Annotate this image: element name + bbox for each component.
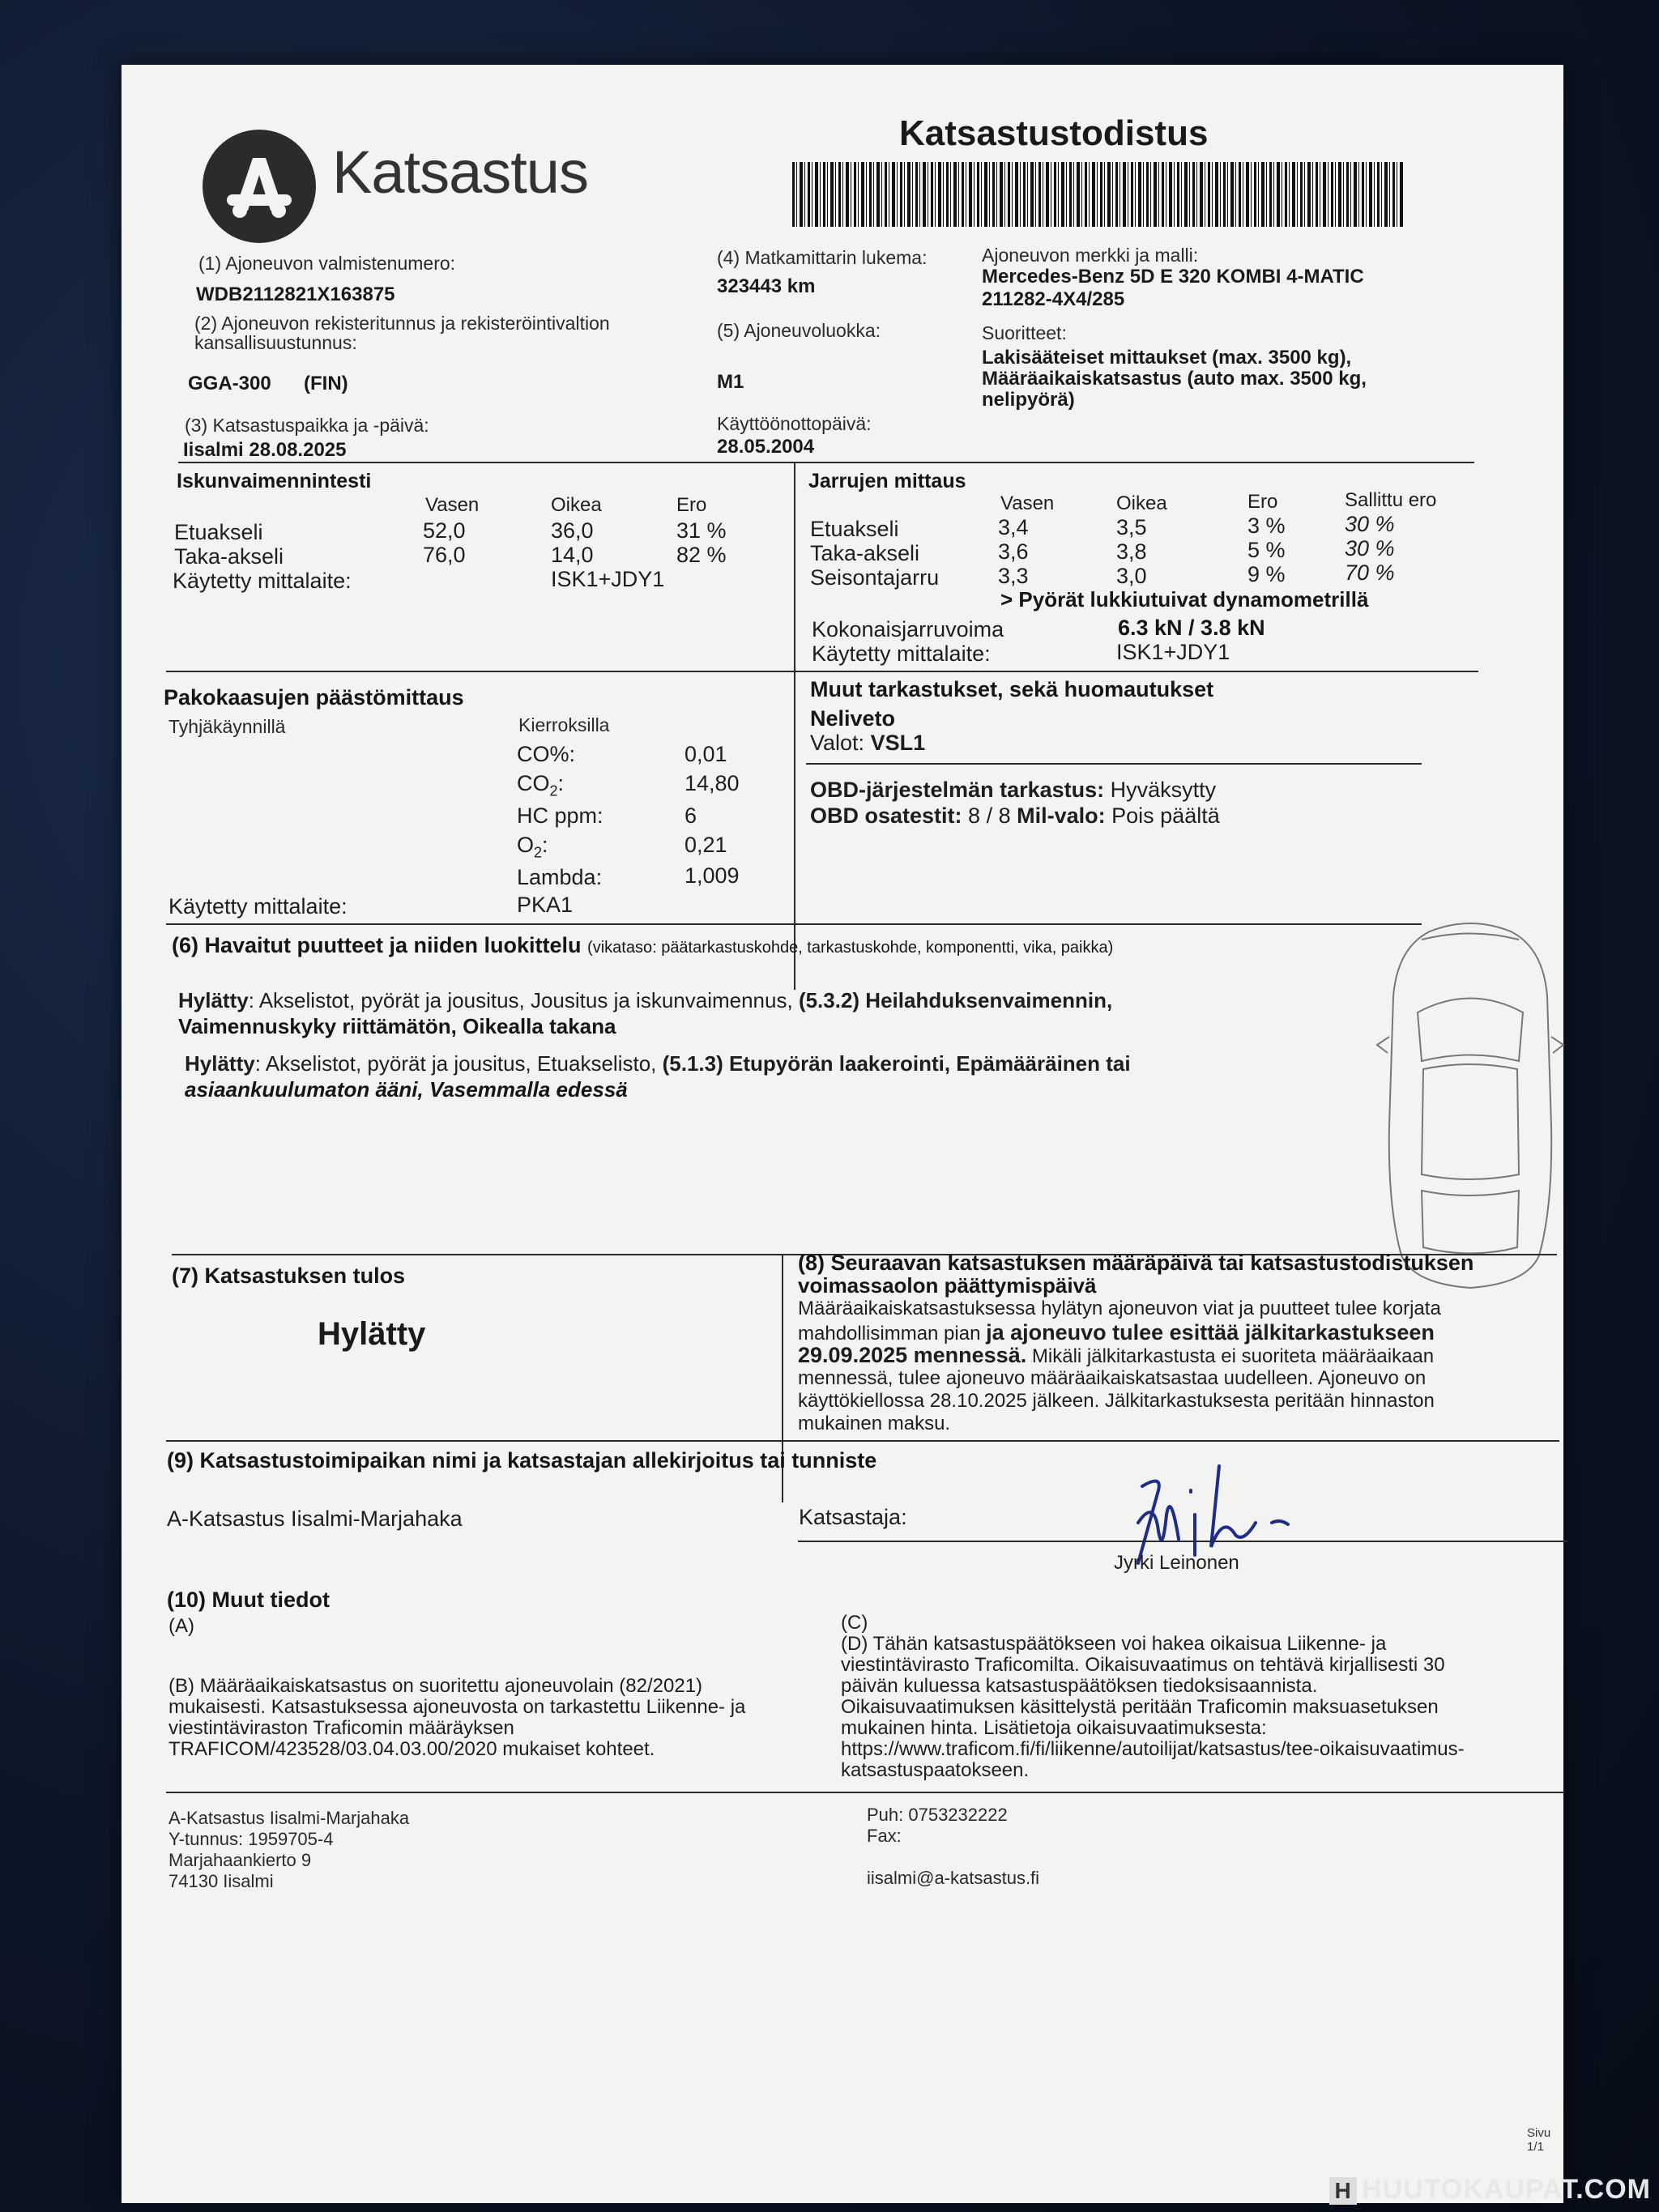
class-label: (5) Ajoneuvoluokka: — [717, 320, 881, 341]
brakes-row-front: Etuakseli — [810, 517, 899, 541]
place-value: Iisalmi 28.08.2025 — [183, 439, 347, 461]
result-title: (7) Katsastuksen tulos — [172, 1264, 406, 1288]
divider-footer — [166, 1792, 1563, 1793]
emission-device: PKA1 — [517, 893, 574, 917]
o2-value: 0,21 — [684, 833, 727, 857]
watermark-logo-icon: H — [1329, 2177, 1357, 2205]
brakes-front-right: 3,5 — [1116, 515, 1147, 539]
misc-d-7: katsastuspaatokseen. — [841, 1759, 1030, 1781]
brakes-total: 6.3 kN / 3.8 kN — [1118, 616, 1265, 640]
document-title: Katsastustodistus — [899, 113, 1209, 153]
reg-country: (FIN) — [304, 373, 348, 394]
shock-front-diff: 31 % — [676, 518, 727, 543]
brakes-device-label: Käytetty mittalaite: — [812, 641, 991, 666]
station-name: A-Katsastus Iisalmi-Marjahaka — [167, 1507, 463, 1531]
shock-row-front: Etuakseli — [174, 520, 263, 544]
shock-front-left: 52,0 — [423, 518, 466, 543]
divider-measurements — [166, 671, 1478, 672]
misc-d-3: päivän kuluessa katsastuspäätöksen tiedoksisaannista. — [841, 1675, 1318, 1697]
emission-title: Pakokaasujen päästömittaus — [164, 685, 464, 710]
brakes-parking-diff: 9 % — [1247, 562, 1286, 586]
shock-rear-diff: 82 % — [676, 543, 727, 567]
obd-parts: OBD osatestit: 8 / 8 Mil-valo: Pois päältä — [810, 803, 1220, 828]
shock-row-rear: Taka-akseli — [174, 544, 284, 569]
brakes-device: ISK1+JDY1 — [1116, 640, 1230, 664]
signature-line — [798, 1541, 1567, 1542]
brakes-front-left: 3,4 — [998, 515, 1029, 539]
brakes-rear-left: 3,6 — [998, 539, 1029, 564]
misc-d-2: viestintävirasto Traficomilta. Oikaisuvaatimus on tehtävä kirjallisesti 30 — [841, 1654, 1445, 1676]
lambda-label: Lambda: — [517, 865, 603, 889]
misc-c: (C) — [841, 1612, 868, 1634]
misc-d-4: Oikaisuvaatimuksen käsittelystä peritään Traficomin maksuasetuksen — [841, 1696, 1439, 1718]
brakes-note: > Pyörät lukkiutuivat dynamometrillä — [1000, 587, 1369, 612]
brakes-row-rear: Taka-akseli — [810, 541, 920, 565]
footer-business-id: Y-tunnus: 1959705-4 — [168, 1829, 334, 1849]
reg-label-2: kansallisuustunnus: — [194, 332, 357, 353]
performed-line2: Määräaikaiskatsastus (auto max. 3500 kg, — [982, 368, 1367, 390]
obd-check: OBD-järjestelmän tarkastus: Hyväksytty — [810, 778, 1217, 802]
shock-title: Iskunvaimennintesti — [177, 470, 372, 492]
co2-value: 14,80 — [684, 771, 740, 795]
divider-vehicle — [178, 462, 1474, 463]
brakes-parking-left: 3,3 — [998, 564, 1029, 588]
defects-title: (6) Havaitut puutteet ja niiden luokittelu (vikataso: päätarkastuskohde, tarkastuskohde, komponentti, vika, paikka) — [172, 933, 1114, 957]
footer-company: A-Katsastus Iisalmi-Marjahaka — [168, 1808, 410, 1828]
misc-b-2: mukaisesti. Katsastuksessa ajoneuvosta on tarkastettu Liikenne- ja — [168, 1696, 746, 1718]
footer-fax: Fax: — [867, 1826, 902, 1846]
brakes-front-allowed: 30 % — [1345, 512, 1395, 536]
hc-label: HC ppm: — [517, 803, 603, 828]
car-diagram-icon — [1373, 915, 1567, 1296]
defect-item-2-line2: asiaankuulumaton ääni, Vasemmalla edessä — [185, 1077, 628, 1102]
watermark-text: HUUTOKAUPAT.COM — [1362, 2174, 1651, 2205]
next-line-5: käyttökiellossa 28.10.2025 jälkeen. Jälkitarkastuksesta peritään hinnaston — [798, 1390, 1435, 1412]
shock-rear-right: 14,0 — [551, 543, 594, 567]
divider-signature — [166, 1440, 1559, 1442]
place-label: (3) Katsastuspaikka ja -päivä: — [185, 415, 429, 436]
co-label: CO%: — [517, 742, 576, 766]
vin-label: (1) Ajoneuvon valmistenumero: — [198, 253, 456, 274]
lights: Valot: VSL1 — [810, 731, 926, 755]
misc-a: (A) — [168, 1615, 194, 1637]
brakes-row-parking: Seisontajarru — [810, 565, 940, 590]
inspector-name: Jyrki Leinonen — [1114, 1552, 1239, 1574]
next-title-1: (8) Seuraavan katsastuksen määräpäivä tai katsastustodistuksen — [798, 1251, 1474, 1275]
emission-device-label: Käytetty mittalaite: — [168, 894, 348, 918]
defect-item-1-line2: Vaimennuskyky riittämätön, Oikealla takana — [178, 1014, 616, 1038]
brakes-rear-allowed: 30 % — [1345, 536, 1395, 560]
vin-value: WDB2112821X163875 — [196, 283, 395, 305]
page-number: Sivu 1/1 — [1527, 2126, 1551, 2154]
defect-item-2: Hylätty: Akselistot, pyörät ja jousitus, Etuakselisto, (5.1.3) Etupyörän laakerointi, Epämääräinen tai — [185, 1051, 1131, 1076]
lambda-value: 1,009 — [684, 863, 740, 888]
katsastus-logo-icon — [203, 130, 316, 243]
reg-label-1: (2) Ajoneuvon rekisteritunnus ja rekisteröintivaltion — [194, 313, 610, 334]
make-line2: 211282-4X4/285 — [982, 288, 1125, 310]
barcode — [792, 162, 1404, 227]
next-title-2: voimassaolon päättymispäivä — [798, 1273, 1097, 1298]
make-line1: Mercedes-Benz 5D E 320 KOMBI 4-MATIC — [982, 266, 1364, 288]
reg-value: GGA-300 — [188, 373, 271, 394]
shock-col-diff: Ero — [676, 494, 707, 516]
result-value: Hylätty — [318, 1316, 426, 1352]
intro-value: 28.05.2004 — [717, 436, 815, 458]
co2-label: $CO_2$: — [517, 771, 565, 799]
performed-label: Suoritteet: — [982, 322, 1067, 343]
shock-device: ISK1+JDY1 — [551, 567, 665, 591]
footer-city: 74130 Iisalmi — [168, 1871, 274, 1891]
inspection-certificate — [122, 65, 1563, 2203]
divider-defects — [166, 923, 1422, 925]
shock-rear-left: 76,0 — [423, 543, 466, 567]
performed-line1: Lakisääteiset mittaukset (max. 3500 kg), — [982, 347, 1352, 369]
defect-item-1: Hylätty: Akselistot, pyörät ja jousitus, Jousitus ja iskunvaimennus, (5.3.2) Heilahduksenvaimennin, — [178, 988, 1113, 1012]
misc-d-1: (D) Tähän katsastuspäätökseen voi hakea oikaisua Liikenne- ja — [841, 1633, 1387, 1655]
misc-title: (10) Muut tiedot — [167, 1588, 330, 1612]
co-value: 0,01 — [684, 742, 727, 766]
misc-b-4: TRAFICOM/423528/03.04.03.00/2020 mukaiset kohteet. — [168, 1738, 655, 1760]
brakes-parking-allowed: 70 % — [1345, 560, 1395, 585]
emission-rpm: Kierroksilla — [518, 714, 610, 735]
brakes-col-left: Vasen — [1000, 492, 1055, 514]
intro-label: Käyttöönottopäivä: — [717, 413, 872, 434]
brakes-col-allowed: Sallittu ero — [1345, 489, 1437, 511]
misc-b-1: (B) Määräaikaiskatsastus on suoritettu ajoneuvolain (82/2021) — [168, 1675, 703, 1697]
brakes-col-right: Oikea — [1116, 492, 1167, 514]
make-label: Ajoneuvon merkki ja malli: — [982, 245, 1199, 266]
brakes-front-diff: 3 % — [1247, 514, 1286, 538]
misc-d-6: https://www.traficom.fi/fi/liikenne/autoilijat/katsastus/tee-oikaisuvaatimus- — [841, 1738, 1465, 1760]
other-title: Muut tarkastukset, sekä huomautukset — [810, 677, 1214, 701]
odometer-label: (4) Matkamittarin lukema: — [717, 247, 928, 268]
next-line-3: 29.09.2025 mennessä. Mikäli jälkitarkastusta ei suoriteta määräaikaan — [798, 1343, 1435, 1367]
brakes-col-diff: Ero — [1247, 491, 1278, 513]
footer-street: Marjahaankierto 9 — [168, 1850, 312, 1870]
next-line-1: Määräaikaiskatsastuksessa hylätyn ajoneuvon viat ja puutteet tulee korjata — [798, 1298, 1441, 1319]
inspector-label: Katsastaja: — [799, 1505, 907, 1529]
next-line-6: mukainen maksu. — [798, 1413, 951, 1434]
brakes-rear-diff: 5 % — [1247, 538, 1286, 562]
signature-title: (9) Katsastustoimipaikan nimi ja katsastajan allekirjoitus tai tunniste — [167, 1448, 877, 1473]
odometer-value: 323443 km — [717, 275, 816, 297]
hc-value: 6 — [684, 803, 697, 828]
shock-device-label: Käytetty mittalaite: — [173, 569, 352, 593]
brakes-parking-right: 3,0 — [1116, 564, 1147, 588]
performed-line3: nelipyörä) — [982, 389, 1075, 411]
footer-phone: Puh: 0753232222 — [867, 1805, 1008, 1825]
divider-middle — [794, 463, 795, 990]
brakes-title: Jarrujen mittaus — [808, 470, 966, 492]
footer-email: iisalmi@a-katsastus.fi — [867, 1868, 1040, 1888]
site-watermark — [1329, 2174, 1651, 2206]
drive-type: Neliveto — [810, 706, 896, 731]
o2-label: $O_2$: — [517, 833, 548, 861]
brakes-total-label: Kokonaisjarruvoima — [812, 617, 1004, 641]
misc-d-5: mukainen hinta. Lisätietoja oikaisuvaatimuksesta: — [841, 1717, 1267, 1739]
shock-col-left: Vasen — [425, 494, 480, 516]
next-line-4: mennessä, tulee ajoneuvo määräaikaiskatsastaa uudelleen. Ajoneuvo on — [798, 1367, 1427, 1389]
emission-idle: Tyhjäkäynnillä — [168, 716, 286, 737]
divider-obd — [806, 763, 1422, 765]
misc-b-3: viestintäviraston Traficomin määräyksen — [168, 1717, 514, 1739]
class-value: M1 — [717, 371, 744, 393]
shock-col-right: Oikea — [551, 494, 602, 516]
next-line-2: mahdollisimman pian ja ajoneuvo tulee esittää jälkitarkastukseen — [798, 1320, 1435, 1345]
brakes-rear-right: 3,8 — [1116, 539, 1147, 564]
logo-text: Katsastus — [332, 139, 588, 206]
shock-front-right: 36,0 — [551, 518, 594, 543]
